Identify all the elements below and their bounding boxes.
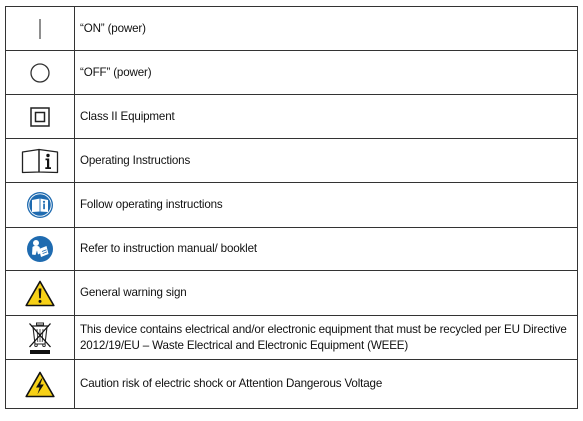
description-cell: “OFF” (power) [75,51,578,95]
electric-shock-warning-icon [25,371,55,398]
on-power-icon [30,18,50,40]
table-row [6,271,578,316]
icon-cell [6,271,75,316]
description-cell: Class II Equipment [75,95,578,139]
table-row [6,95,578,139]
table-row [6,183,578,228]
description-cell: General warning sign [75,271,578,316]
table-row [6,51,578,95]
icon-cell [6,360,75,409]
table-row [6,316,578,360]
icon-cell [6,7,75,51]
description-cell: Refer to instruction manual/ booklet [75,228,578,271]
icon-cell [6,228,75,271]
icon-cell [6,139,75,183]
icon-cell [6,183,75,228]
weee-crossed-bin-icon [27,321,53,355]
symbols-table [5,6,578,409]
icon-cell [6,95,75,139]
off-power-icon [29,62,51,84]
description-cell: This device contains electrical and/or electronic equipment that must be recycled per EU Directive 2012/19/EU – Waste Electrical and Electronic Equipment (WEEE) [75,316,578,360]
operating-instructions-book-icon [21,148,59,174]
class-ii-equipment-icon [29,106,51,128]
table-row [6,7,578,51]
icon-cell [6,51,75,95]
description-cell: Operating Instructions [75,139,578,183]
description-cell: Caution risk of electric shock or Attention Dangerous Voltage [75,360,578,409]
general-warning-icon [25,280,55,307]
description-cell: “ON” (power) [75,7,578,51]
follow-instructions-blue-icon [26,191,54,219]
description-cell: Follow operating instructions [75,183,578,228]
table-row [6,139,578,183]
refer-manual-blue-icon [26,235,54,263]
icon-cell [6,316,75,360]
table-row [6,228,578,271]
table-row [6,360,578,409]
